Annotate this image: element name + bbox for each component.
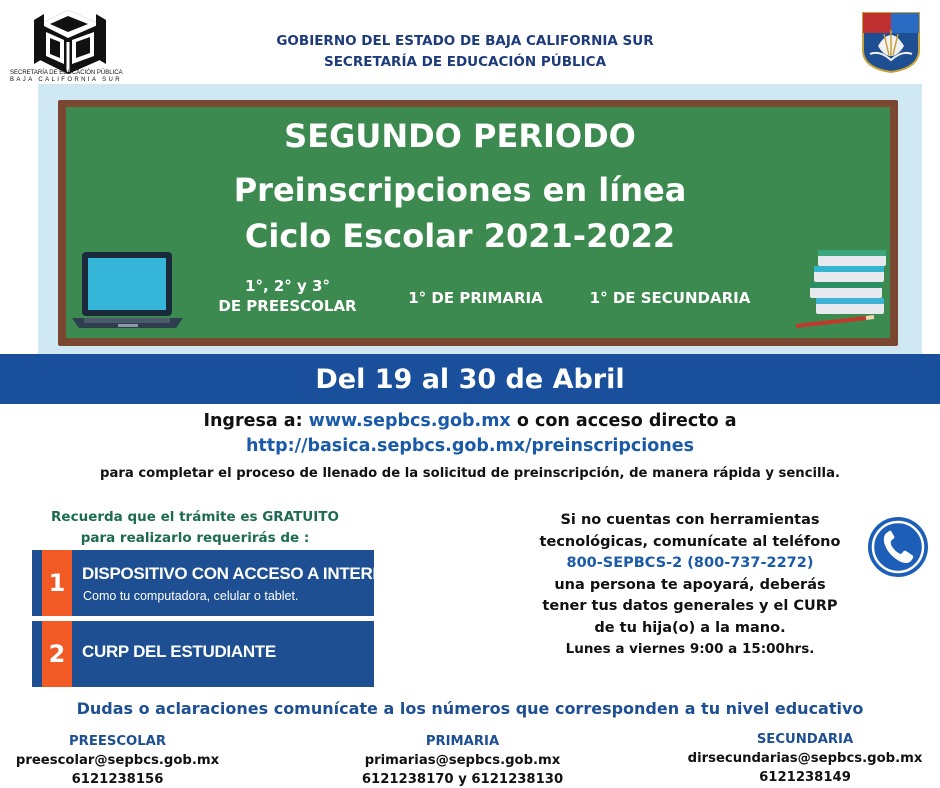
requirements-intro-line1: Recuerda que el trámite es GRATUITO <box>51 509 339 525</box>
support-info <box>520 510 860 661</box>
contact-phones[interactable]: 6121238170 y 6121238130 <box>361 772 564 787</box>
requirement-number: 1 <box>42 550 72 616</box>
contact-primaria <box>345 732 580 788</box>
requirements-intro-line2: para realizarlo requerirás de : <box>80 530 310 546</box>
board-school-year: Ciclo Escolar 2021-2022 <box>244 217 676 255</box>
board-heading: SEGUNDO PERIODO <box>284 117 636 155</box>
requirement-item <box>32 550 406 616</box>
contact-level: PREESCOLAR <box>69 734 166 749</box>
board-subheading: Preinscripciones en línea <box>233 171 687 209</box>
doubts-heading: Dudas o aclaraciones comunícate a los números que corresponden a tu nivel educativo <box>76 699 864 718</box>
access-purpose: para completar el proceso de llenado de la solicitud de preinscripción, de manera rápida y sencilla. <box>100 466 840 481</box>
requirements-intro <box>20 507 370 549</box>
government-title <box>180 31 750 73</box>
support-line5: de tu hija(o) a la mano. <box>594 619 786 636</box>
support-line2: tecnológicas, comunícate al teléfono <box>539 533 841 550</box>
phone-icon <box>866 515 930 579</box>
contact-email[interactable]: dirsecundarias@sepbcs.gob.mx <box>687 751 923 766</box>
requirement-detail: Como tu computadora, celular o tablet. <box>83 589 299 603</box>
sep-logo-caption <box>10 70 132 84</box>
contact-level: SECUNDARIA <box>756 732 854 747</box>
support-hours: Lunes a viernes 9:00 a 15:00hrs. <box>565 641 815 657</box>
requirement-title: CURP DEL ESTUDIANTE <box>82 642 276 661</box>
access-prefix: Ingresa a: <box>203 411 309 431</box>
direct-access-link[interactable]: http://basica.sepbcs.gob.mx/preinscripciones <box>245 436 695 456</box>
contact-secundaria <box>680 730 930 787</box>
level-primaria: 1° DE PRIMARIA <box>408 289 543 307</box>
support-line3: una persona te apoyará, deberás <box>554 576 826 593</box>
support-line1: Si no cuentas con herramientas <box>560 512 820 528</box>
level-secundaria: 1° DE SECUNDARIA <box>589 289 751 307</box>
laptop-icon <box>70 250 185 332</box>
books-icon <box>790 248 890 332</box>
title-line2: SECRETARÍA DE EDUCACIÓN PÚBLICA <box>323 54 607 70</box>
site-link[interactable]: www.sepbcs.gob.mx <box>308 411 511 431</box>
title-line1: GOBIERNO DEL ESTADO DE BAJA CALIFORNIA SUR <box>276 33 654 49</box>
level-preescolar-grades: 1°, 2° y 3° <box>245 277 330 295</box>
logo-caption-line2: BAJA CALIFORNIA SUR <box>10 77 122 83</box>
contact-email[interactable]: primarias@sepbcs.gob.mx <box>364 753 561 768</box>
support-phone[interactable]: 800-SEPBCS-2 (800-737-2272) <box>566 555 814 571</box>
contact-email[interactable]: preescolar@sepbcs.gob.mx <box>15 753 220 768</box>
requirement-title: DISPOSITIVO CON ACCESO A INTERNET <box>82 564 406 583</box>
contact-preescolar <box>10 732 225 788</box>
support-line4: tener tus datos generales y el CURP <box>542 598 838 614</box>
access-instructions <box>0 410 940 432</box>
requirement-number: 2 <box>42 621 72 687</box>
access-middle: o con acceso directo a <box>510 411 737 431</box>
requirement-item <box>32 621 374 687</box>
state-shield-icon <box>860 10 922 74</box>
contact-phones[interactable]: 6121238156 <box>71 772 164 787</box>
logo-caption-line1: SECRETARÍA DE EDUCACIÓN PÚBLICA <box>10 70 123 76</box>
contact-phones[interactable]: 6121238149 <box>759 770 851 785</box>
contact-level: PRIMARIA <box>425 734 500 749</box>
level-preescolar-label: DE PREESCOLAR <box>218 297 357 315</box>
level-preescolar <box>205 276 370 316</box>
registration-dates: Del 19 al 30 de Abril <box>315 364 625 395</box>
